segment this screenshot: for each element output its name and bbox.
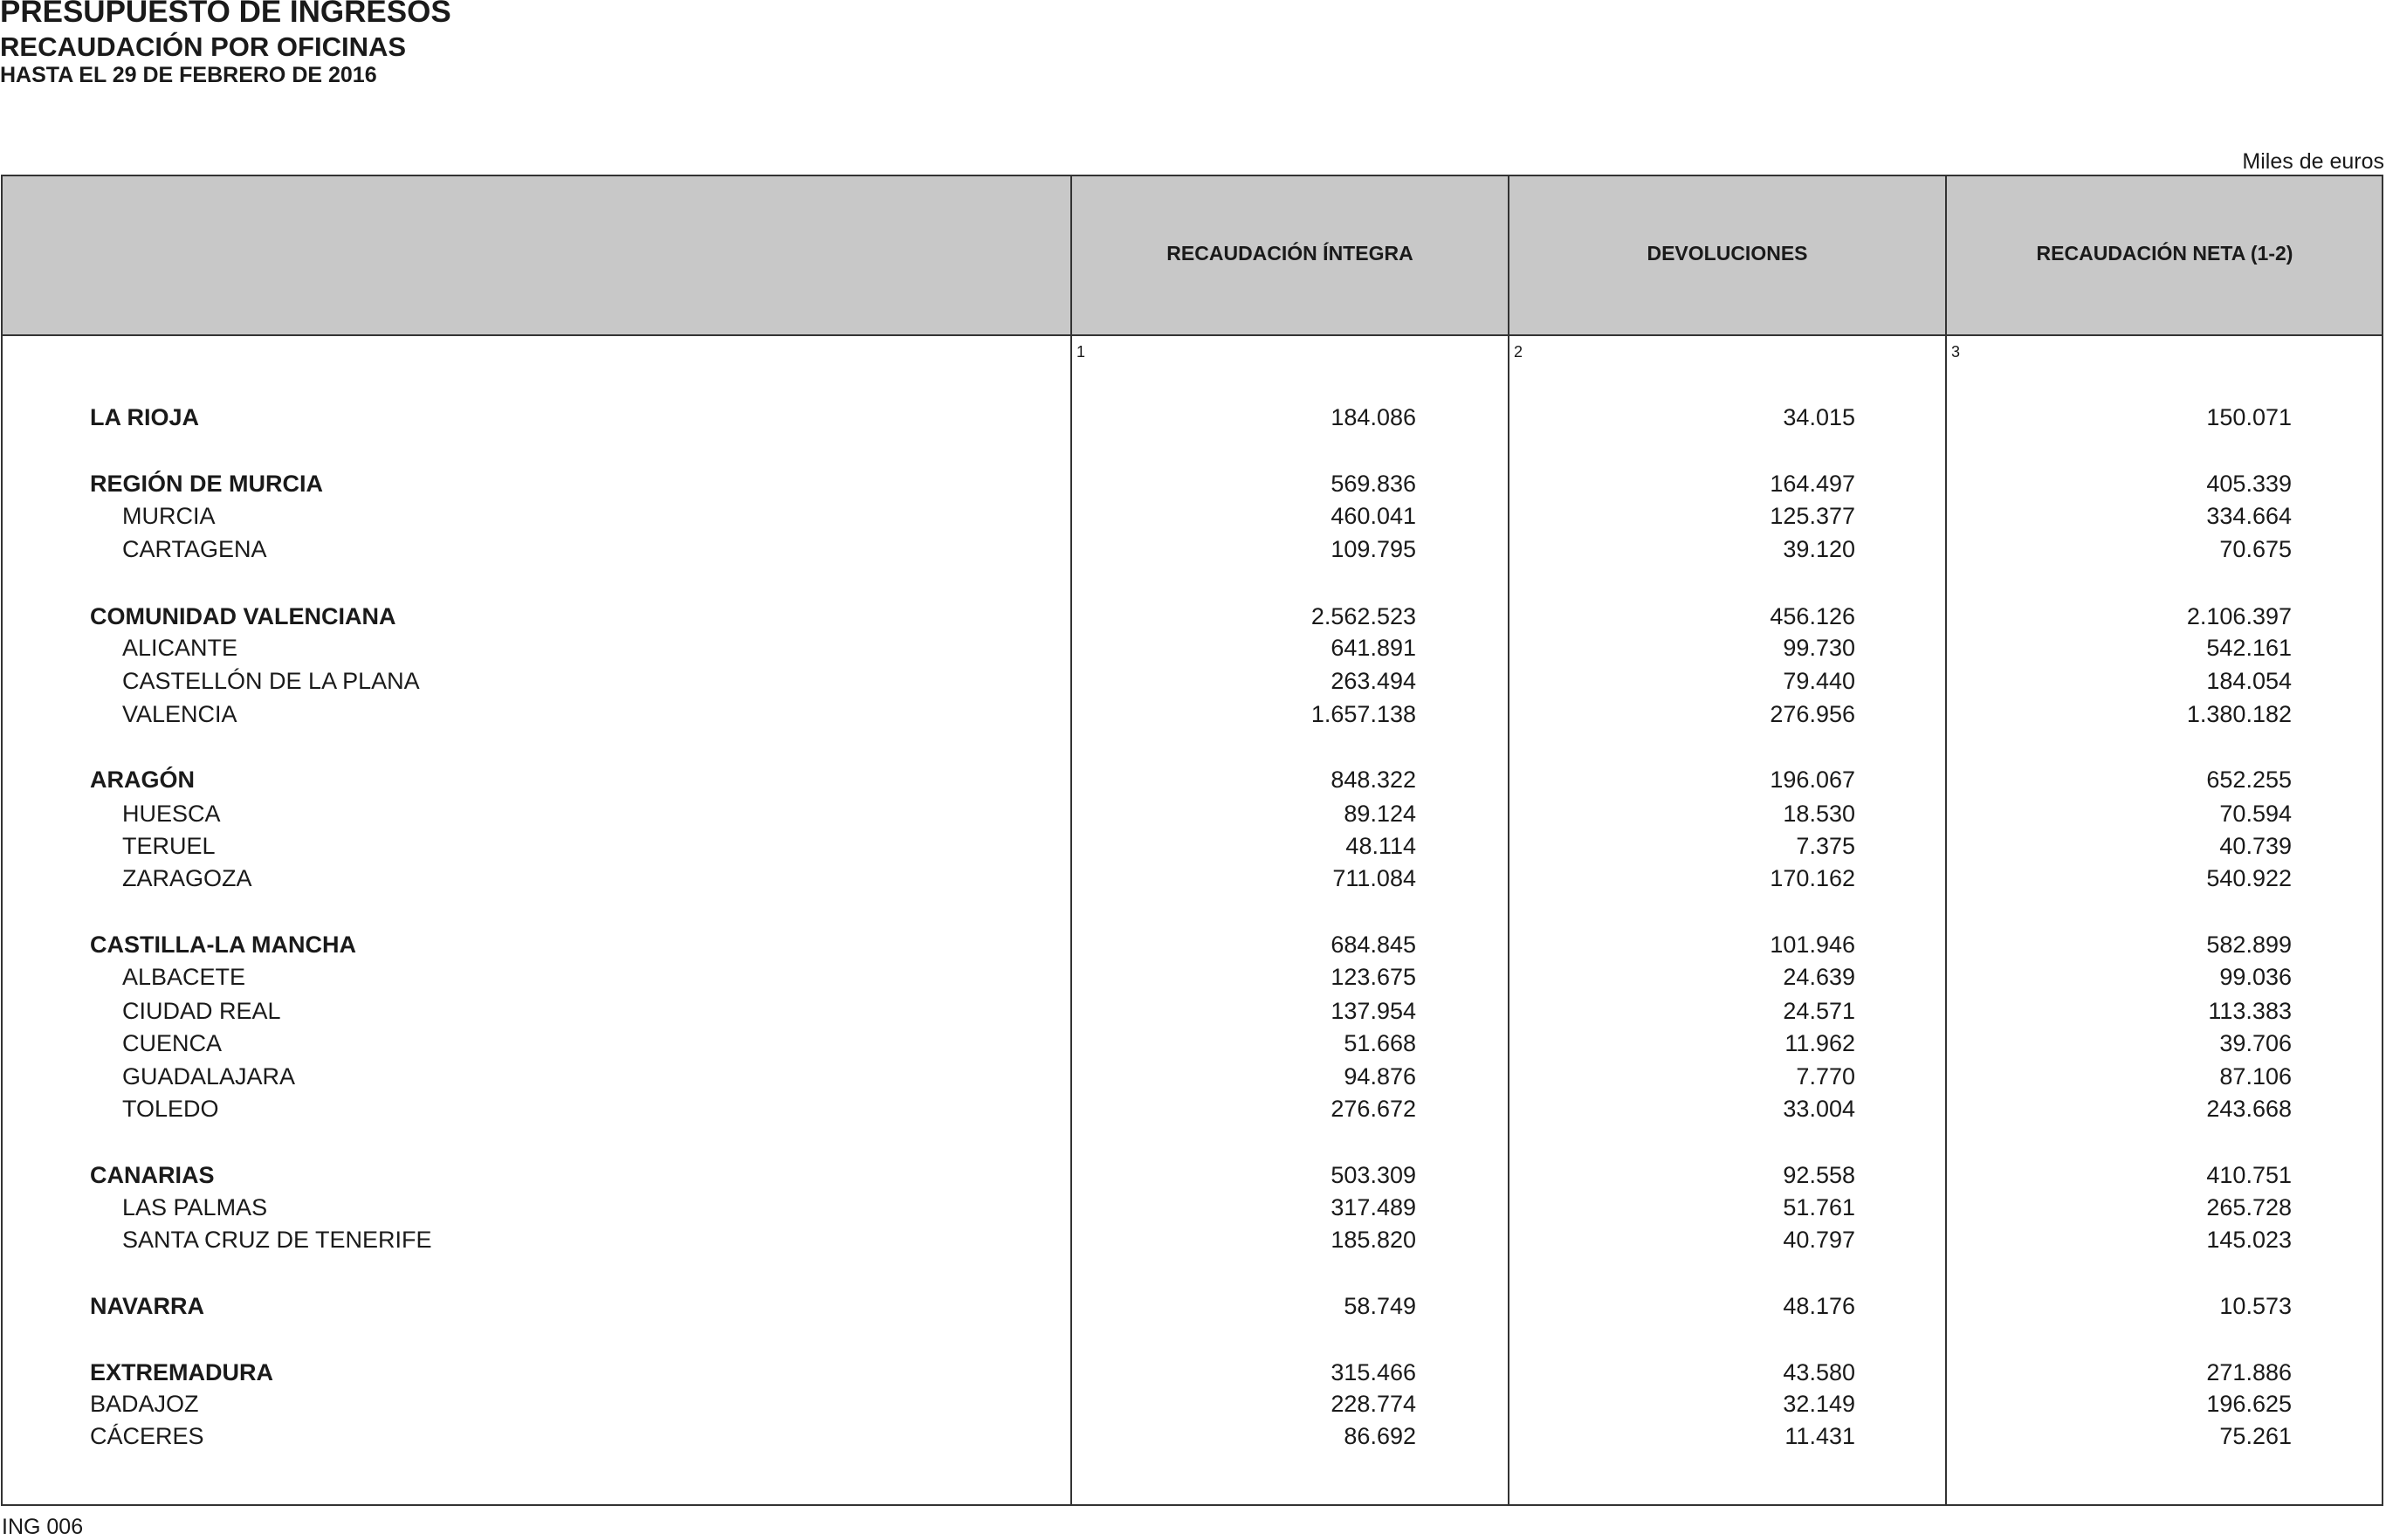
value-devoluciones: 99.730 — [1783, 635, 1855, 661]
table-row — [0, 960, 2386, 993]
value-neta: 113.383 — [2208, 998, 2292, 1024]
row-name: CARTAGENA — [122, 536, 267, 562]
value-devoluciones: 79.440 — [1783, 668, 1855, 694]
column-header-devoluciones: DEVOLUCIONES — [1647, 242, 1808, 265]
row-name: TOLEDO — [122, 1096, 219, 1122]
row-name: GUADALAJARA — [122, 1063, 296, 1090]
table-row — [0, 797, 2386, 830]
row-name: CANARIAS — [90, 1162, 215, 1188]
row-name: HUESCA — [122, 801, 221, 827]
value-devoluciones: 11.431 — [1784, 1423, 1855, 1449]
column-header-integra: RECAUDACIÓN ÍNTEGRA — [1166, 242, 1413, 265]
value-integra: 315.466 — [1331, 1359, 1416, 1385]
value-devoluciones: 43.580 — [1783, 1359, 1855, 1385]
value-devoluciones: 456.126 — [1770, 603, 1855, 629]
value-neta: 99.036 — [2219, 964, 2292, 990]
value-neta: 542.161 — [2206, 635, 2292, 661]
value-integra: 317.489 — [1331, 1194, 1416, 1220]
table-row — [0, 1223, 2386, 1256]
value-neta: 40.739 — [2219, 833, 2292, 859]
row-name: COMUNIDAD VALENCIANA — [90, 603, 396, 629]
value-neta: 271.886 — [2206, 1359, 2292, 1385]
row-name: CIUDAD REAL — [122, 998, 281, 1024]
table-row — [0, 631, 2386, 664]
value-neta: 10.573 — [2219, 1293, 2292, 1319]
row-name: ARAGÓN — [90, 767, 195, 793]
row-name: ZARAGOZA — [122, 865, 252, 891]
value-integra: 276.672 — [1331, 1096, 1416, 1122]
value-devoluciones: 39.120 — [1783, 536, 1855, 562]
row-name: EXTREMADURA — [90, 1359, 274, 1385]
table-row — [0, 1191, 2386, 1224]
table-row — [0, 1158, 2386, 1192]
value-neta: 70.594 — [2219, 801, 2292, 827]
row-name: SANTA CRUZ DE TENERIFE — [122, 1227, 432, 1253]
value-integra: 109.795 — [1331, 536, 1416, 562]
value-devoluciones: 18.530 — [1783, 801, 1855, 827]
value-neta: 582.899 — [2206, 932, 2292, 958]
value-neta: 145.023 — [2206, 1227, 2292, 1253]
table-row — [0, 533, 2386, 566]
title-line-1: PRESUPUESTO DE INGRESOS — [0, 0, 451, 29]
row-name: BADAJOZ — [90, 1391, 199, 1417]
row-name: CASTILLA-LA MANCHA — [90, 932, 356, 958]
value-integra: 86.692 — [1344, 1423, 1416, 1449]
value-integra: 228.774 — [1331, 1391, 1416, 1417]
table-row — [0, 1387, 2386, 1420]
row-name: ALICANTE — [122, 635, 238, 661]
footer-code: ING 006 — [2, 1515, 84, 1539]
value-devoluciones: 32.149 — [1783, 1391, 1855, 1417]
value-devoluciones: 101.946 — [1770, 932, 1855, 958]
table-row — [0, 1356, 2386, 1389]
title-line-2: RECAUDACIÓN POR OFICINAS — [0, 31, 407, 62]
value-devoluciones: 51.761 — [1783, 1194, 1855, 1220]
table-row — [0, 994, 2386, 1028]
value-neta: 75.261 — [2219, 1423, 2292, 1449]
value-integra: 2.562.523 — [1310, 603, 1416, 629]
row-name: MURCIA — [122, 503, 216, 529]
value-integra: 123.675 — [1331, 964, 1416, 990]
value-neta: 70.675 — [2219, 536, 2292, 562]
value-integra: 848.322 — [1331, 767, 1416, 793]
value-integra: 641.891 — [1331, 635, 1416, 661]
row-name: LA RIOJA — [90, 404, 200, 430]
value-devoluciones: 34.015 — [1783, 404, 1855, 430]
value-devoluciones: 40.797 — [1783, 1227, 1855, 1253]
value-integra: 48.114 — [1345, 833, 1416, 859]
value-integra: 460.041 — [1331, 503, 1416, 529]
table-row — [0, 499, 2386, 533]
value-devoluciones: 24.571 — [1783, 998, 1855, 1024]
value-neta: 265.728 — [2206, 1194, 2292, 1220]
value-neta: 540.922 — [2206, 865, 2292, 891]
value-neta: 334.664 — [2206, 503, 2292, 529]
row-name: LAS PALMAS — [122, 1194, 268, 1220]
title-line-3: HASTA EL 29 DE FEBRERO DE 2016 — [0, 63, 377, 87]
value-devoluciones: 11.962 — [1784, 1030, 1855, 1056]
value-integra: 711.084 — [1332, 865, 1416, 891]
table-row — [0, 1289, 2386, 1323]
table-row — [0, 829, 2386, 863]
value-devoluciones: 164.497 — [1770, 471, 1855, 497]
column-header-neta: RECAUDACIÓN NETA (1-2) — [2036, 242, 2293, 265]
row-name: TERUEL — [122, 833, 216, 859]
value-integra: 684.845 — [1331, 932, 1416, 958]
table-row — [0, 862, 2386, 895]
value-devoluciones: 196.067 — [1770, 767, 1855, 793]
value-neta: 196.625 — [2206, 1391, 2292, 1417]
table-row — [0, 467, 2386, 500]
table-row — [0, 664, 2386, 698]
table-row — [0, 600, 2386, 633]
table-row — [0, 928, 2386, 961]
value-devoluciones: 48.176 — [1783, 1293, 1855, 1319]
value-integra: 184.086 — [1331, 404, 1416, 430]
units-label: Miles de euros — [2242, 149, 2384, 174]
value-devoluciones: 7.375 — [1796, 833, 1855, 859]
value-integra: 503.309 — [1331, 1162, 1416, 1188]
value-integra: 569.836 — [1331, 471, 1416, 497]
row-name: REGIÓN DE MURCIA — [90, 471, 324, 497]
value-neta: 150.071 — [2206, 404, 2292, 430]
table-row — [0, 1060, 2386, 1093]
row-name: VALENCIA — [122, 701, 237, 727]
value-neta: 410.751 — [2206, 1162, 2292, 1188]
value-integra: 137.954 — [1331, 998, 1416, 1024]
column-number: 1 — [1076, 343, 1086, 361]
row-name: CUENCA — [122, 1030, 223, 1056]
row-name: ALBACETE — [122, 964, 246, 990]
value-neta: 184.054 — [2206, 668, 2292, 694]
table-row — [0, 698, 2386, 731]
value-devoluciones: 125.377 — [1770, 503, 1855, 529]
value-integra: 51.668 — [1344, 1030, 1416, 1056]
value-neta: 39.706 — [2219, 1030, 2292, 1056]
column-number: 2 — [1514, 343, 1523, 361]
value-neta: 1.380.182 — [2186, 701, 2292, 727]
row-name: CÁCERES — [90, 1423, 204, 1449]
value-neta: 2.106.397 — [2186, 603, 2292, 629]
table-row — [0, 401, 2386, 434]
row-name: NAVARRA — [90, 1293, 204, 1319]
value-devoluciones: 7.770 — [1796, 1063, 1855, 1090]
value-devoluciones: 33.004 — [1783, 1096, 1855, 1122]
value-integra: 1.657.138 — [1310, 701, 1416, 727]
value-integra: 185.820 — [1331, 1227, 1416, 1253]
value-neta: 652.255 — [2206, 767, 2292, 793]
table-row — [0, 1092, 2386, 1125]
value-integra: 94.876 — [1344, 1063, 1416, 1090]
value-devoluciones: 92.558 — [1783, 1162, 1855, 1188]
value-devoluciones: 24.639 — [1783, 964, 1855, 990]
table-row — [0, 763, 2386, 796]
table-row — [0, 1420, 2386, 1453]
row-name: CASTELLÓN DE LA PLANA — [122, 668, 420, 694]
value-neta: 243.668 — [2206, 1096, 2292, 1122]
table-row — [0, 1027, 2386, 1060]
value-neta: 87.106 — [2219, 1063, 2292, 1090]
value-integra: 263.494 — [1331, 668, 1416, 694]
value-devoluciones: 276.956 — [1770, 701, 1855, 727]
column-number: 3 — [1951, 343, 1961, 361]
value-integra: 89.124 — [1344, 801, 1416, 827]
value-integra: 58.749 — [1344, 1293, 1416, 1319]
value-neta: 405.339 — [2206, 471, 2292, 497]
value-devoluciones: 170.162 — [1770, 865, 1855, 891]
